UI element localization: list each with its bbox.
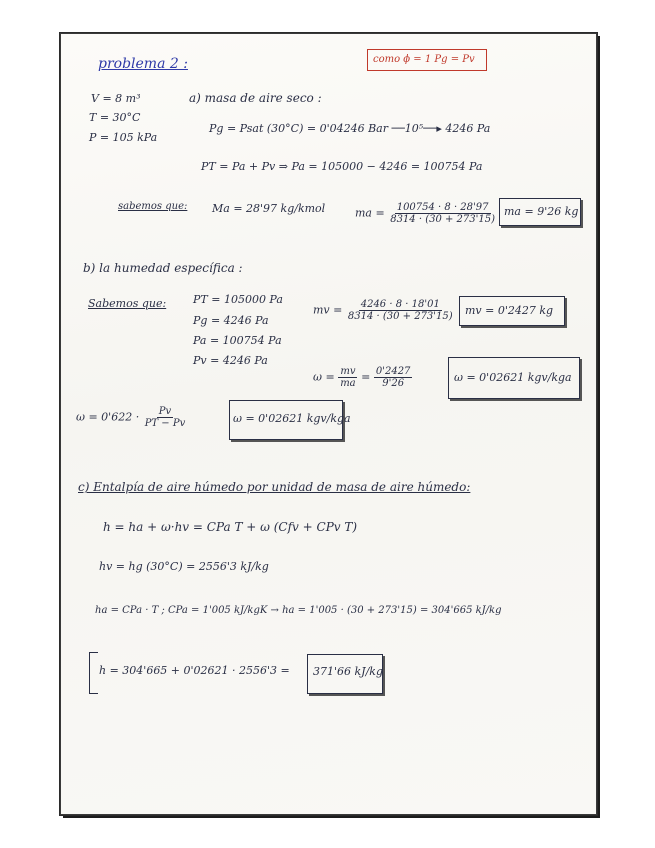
part-a-ma-eq <box>355 202 497 225</box>
paper-sheet <box>60 33 597 815</box>
w-f2-num: 0'2427 <box>375 366 411 377</box>
mv-fraction <box>346 299 455 322</box>
part-c-heading: c) Entalpía de aire húmedo por unidad de masa de aire húmedo: <box>78 480 471 494</box>
part-a-pa-line: PT = Pa + Pv ⇒ Pa = 105000 − 4246 = 100754 Pa <box>201 160 483 173</box>
w-f1-den: ma <box>340 378 356 389</box>
part-a-pg-line: Pg = Psat (30°C) = 0'04246 Bar ──10⁵──▸ 4246 Pa <box>209 122 491 135</box>
w-lhs: ω = <box>313 370 335 384</box>
w2-num: Pv <box>158 406 172 417</box>
given-pressure: P = 105 kPa <box>89 131 158 144</box>
ma-denominator: 8314 · (30 + 273'15) <box>390 214 496 225</box>
part-a-sabemos: sabemos que: <box>118 201 188 212</box>
w-fraction-1 <box>338 366 357 389</box>
w2-fraction <box>143 406 188 429</box>
w2-den: PT − Pv <box>144 418 186 429</box>
ma-result: ma = 9'26 kg <box>504 205 579 218</box>
ma-numerator: 100754 · 8 · 28'97 <box>396 202 489 213</box>
w2-lhs: ω = 0'622 · <box>76 410 140 424</box>
part-b-sabemos: Sabemos que: <box>88 297 167 310</box>
mv-numerator: 4246 · 8 · 18'01 <box>360 299 440 310</box>
mv-lhs: mv = <box>313 303 343 317</box>
part-c-eq3: ha = CPa · T ; CPa = 1'005 kJ/kgK → ha = 1'005 · (30 + 273'15) = 304'665 kJ/kg <box>95 605 502 616</box>
w2-result: ω = 0'02621 kgv/kga <box>233 412 351 425</box>
mv-result: mv = 0'2427 kg <box>465 304 554 317</box>
part-c-eq2: hv = hg (30°C) = 2556'3 kJ/kg <box>99 560 269 573</box>
part-b-w-eq: ω = $\frac{mv}{ma}$ = $\frac{0'2427}{9'26}$ <box>313 366 411 389</box>
part-b-heading: b) la humedad específica : <box>83 261 243 275</box>
part-c-eq1: h = ha + ω·hv = CPa T + ω (Cfv + CPv T) <box>103 520 358 534</box>
part-b-mv-eq <box>313 299 455 322</box>
problem-title: problema 2 : <box>98 56 188 72</box>
part-b-list-item: PT = 105000 Pa <box>193 293 283 306</box>
final-equation: h = 304'665 + 0'02621 · 2556'3 = <box>99 664 290 677</box>
part-b-list-item: Pg = 4246 Pa <box>193 314 269 327</box>
ma-lhs: ma = <box>355 206 385 220</box>
final-bracket <box>89 652 98 694</box>
w-f2-den: 9'26 <box>382 378 405 389</box>
w-fraction-2 <box>374 366 413 389</box>
part-a-molar-mass: Ma = 28'97 kg/kmol <box>212 202 326 215</box>
ma-fraction <box>388 202 497 225</box>
part-b-w2-eq <box>76 406 187 429</box>
w-f1-num: mv <box>340 366 356 377</box>
w-result: ω = 0'02621 kgv/kga <box>454 371 572 384</box>
given-volume: V = 8 m³ <box>91 92 141 105</box>
part-a-heading: a) masa de aire seco : <box>189 91 322 105</box>
condition-note: como ϕ = 1 Pg = Pv <box>373 54 475 65</box>
final-result: 371'66 kJ/kg <box>313 665 384 678</box>
given-temperature: T = 30°C <box>89 111 141 124</box>
part-b-list-item: Pv = 4246 Pa <box>193 354 268 367</box>
part-b-list-item: Pa = 100754 Pa <box>193 334 282 347</box>
mv-denominator: 8314 · (30 + 273'15) <box>347 311 453 322</box>
